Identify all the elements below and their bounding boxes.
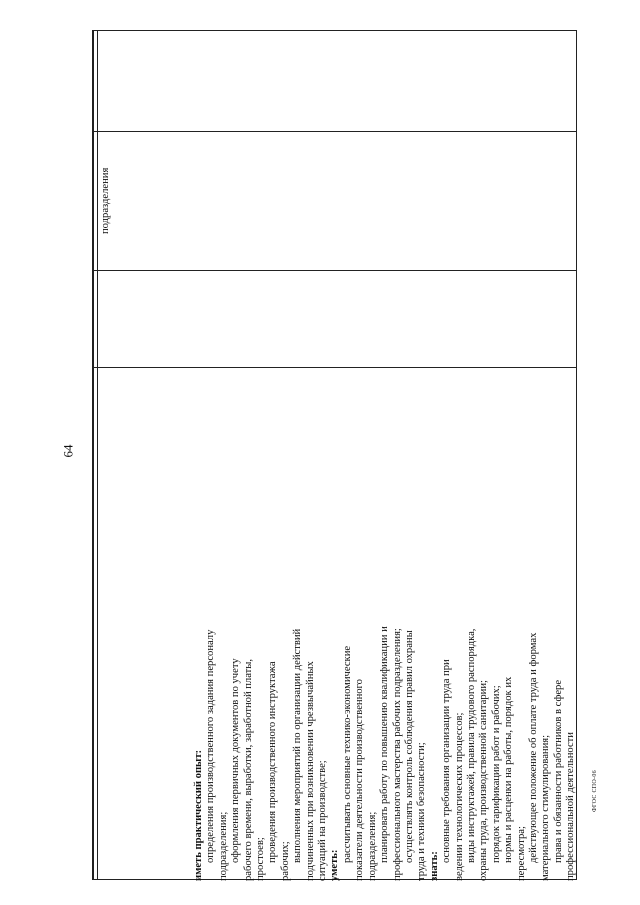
text-line: уметь: [329,849,341,881]
page-number: 64 [60,444,76,458]
text-line: охраны труда, производственной санитарии; [478,680,490,881]
main-cell [193,361,581,881]
table-divider [93,131,576,132]
text-line: основные требования организации труда при [441,659,453,863]
text-line: ситуаций на производстве; [317,760,329,881]
text-line: пересмотра; [515,826,527,881]
text-line: подразделения; [366,811,378,881]
text-line: подразделения; [217,811,229,881]
table-divider [93,270,576,271]
text-line: простоев; [255,837,267,881]
text-line: ведении технологических процессов; [453,712,465,881]
text-line: рабочего времени, выработки, заработной платы, [242,658,254,881]
text-line: проведения производственного инструктажа [267,661,279,863]
text-line: материального стимулирования; [540,734,552,881]
text-line: профессиональной деятельности [565,732,577,881]
text-line: рабочих; [279,841,291,881]
text-line: виды инструктажей, правила трудового распорядка, [465,628,477,863]
text-line: знать: [428,851,440,881]
text-line: нормы и расценки на работы, порядок их [503,676,515,863]
text-line: определения производственного задания персоналу [205,629,217,863]
text-line: выполнения мероприятий по организации действий [292,628,304,863]
text-line: иметь практический опыт: [193,749,204,881]
footer-code: ФГОС СПО-06 [592,770,598,812]
text-line: подчиненных при возникновении чрезвычайных [304,661,316,881]
text-line: показатели деятельности производственного [354,679,366,881]
text-line: оформления первичных документов по учету [230,658,242,863]
text-line: действующее положение об оплате труда и формах [527,632,539,863]
table-divider [93,31,94,879]
competency-table [92,30,577,880]
side-cell-text: подразделения [100,167,111,234]
text-line: порядок тарификации работ и рабочих; [490,685,502,863]
text-line: профессионального мастерства рабочих подразделения; [391,628,403,881]
table-divider [97,31,98,879]
text-line: права и обязанности работников в сфере [552,679,564,863]
text-line: планировать работу по повышению квалификации и [379,626,391,863]
text-line: осуществлять контроль соблюдения правил охраны [403,630,415,863]
text-line: рассчитывать основные технико-экономические [341,645,353,863]
text-line: труда и техники безопасности; [416,742,428,881]
